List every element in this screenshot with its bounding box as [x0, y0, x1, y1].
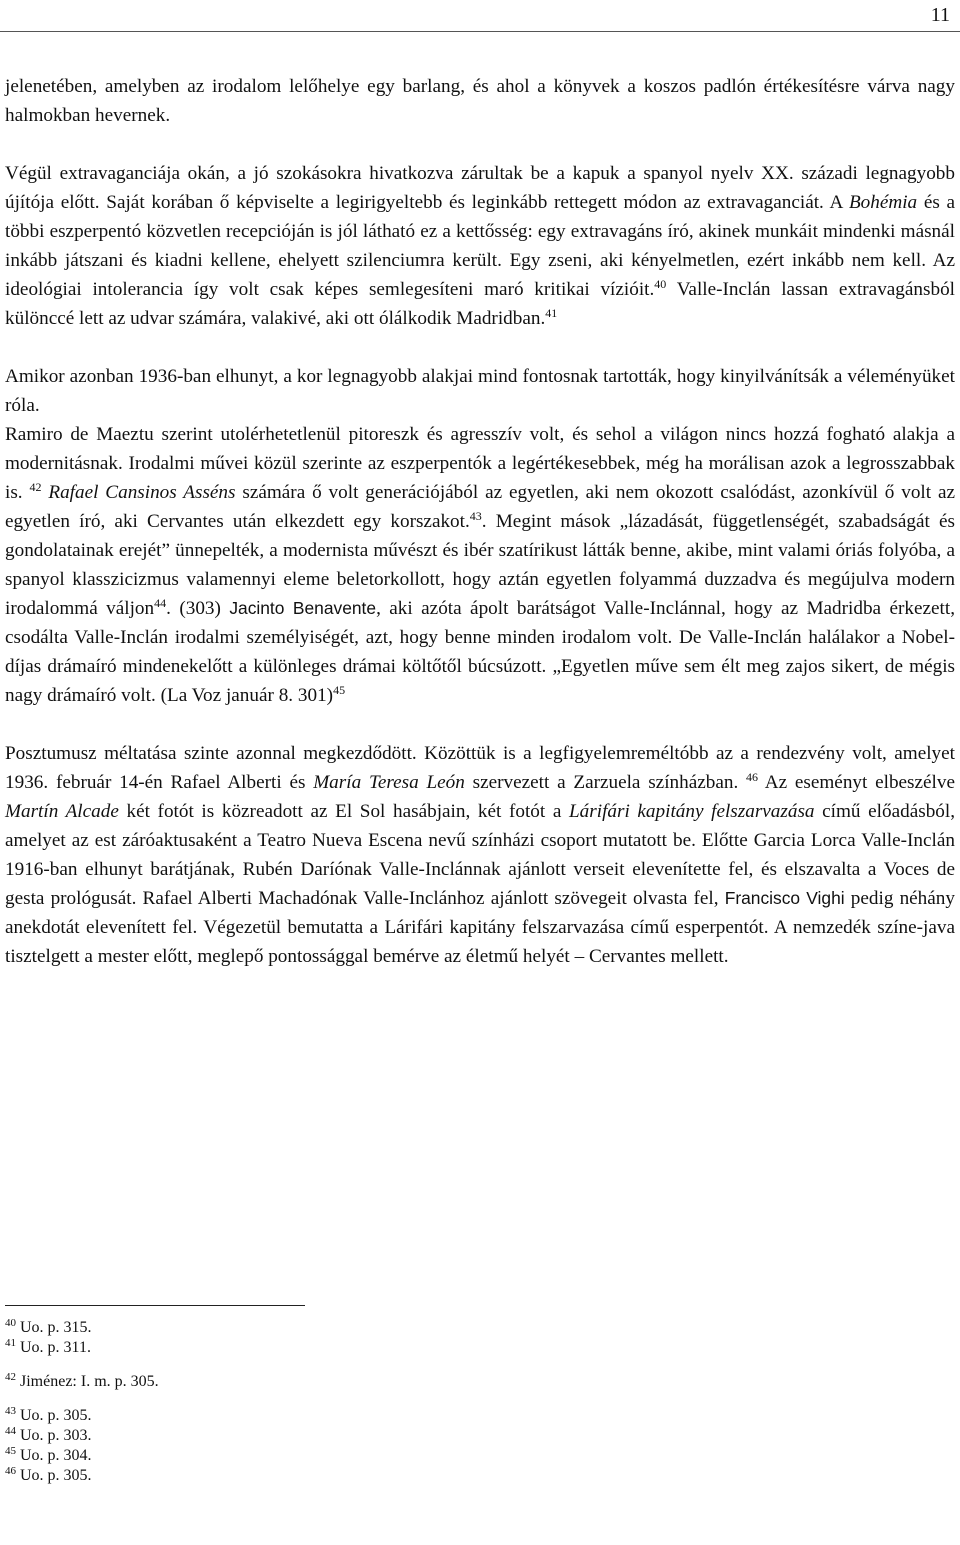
body-text — [5, 72, 955, 971]
footnote-42 — [5, 1372, 605, 1392]
footnote-number: 41 — [5, 1337, 16, 1349]
footnote-ref-44: 44 — [154, 596, 167, 610]
paragraph-2 — [5, 159, 955, 333]
paragraph-text: Amikor azonban 1936-ban elhunyt, a kor legnagyobb alakjai mind fontosnak tartották, hogy kinyilvánítsák a véleményüket róla. — [5, 366, 955, 416]
italic-name: Martín Alcade — [5, 801, 119, 822]
footnote-45 — [5, 1446, 605, 1466]
footnote-number: 42 — [5, 1371, 16, 1383]
paragraph-text: Posztumusz méltatása szinte azonnal megkezdődött. Közöttük is a legfigyelemreméltóbb az a rendezvény volt, amelyet 1936. február 14-én Rafael Alberti és — [5, 743, 955, 793]
paragraph-text: pedig néhány anekdotát elevenített fel. Végezetül bemutatta a Lárifári kapitány felszarvazása című esperpentót. A nemzedék színe-java tisztelgett a mester előtt, meglepő pontossággal bemérve az életmű helyét – Cervantes mellett. — [5, 888, 955, 967]
footnote-number: 40 — [5, 1317, 16, 1329]
footnote-text: Uo. p. 305. — [16, 1467, 92, 1484]
footnotes — [5, 1318, 605, 1486]
footnote-separator — [5, 1305, 305, 1306]
paragraph-1 — [5, 72, 955, 130]
paragraph-text: . Megint mások „lázadását, függetlenségét, szabadságát és gondolatainak erejét” ünnepelték, a modernista művészt és ibér szatírikust látták benne, akibe, mint valami óriás folyóba, a spanyol klasszicizmus valamennyi eleme beletorkollott, hogy aztán egyetlen folyammá duzzadva és megújulva modern irodalommá váljon — [5, 511, 955, 619]
footnote-ref-41: 41 — [545, 306, 558, 320]
paragraph-text: . (303) — [166, 598, 230, 619]
footnote-40 — [5, 1318, 605, 1338]
footnote-44 — [5, 1426, 605, 1446]
footnote-text: Uo. p. 303. — [16, 1427, 92, 1444]
paragraph-text: jelenetében, amelyben az irodalom lelőhelye egy barlang, és ahol a könyvek a koszos padlón értékesítésre várva nagy halmokban hevernek. — [5, 76, 955, 126]
header-rule — [0, 31, 960, 32]
paragraph-text: Valle-Inclán lassan extravagánsból különccé lett az udvar számára, valakivé, aki ott ólálkodik Madridban. — [5, 279, 955, 329]
person-name: Francisco Vighi — [724, 888, 845, 908]
person-name: Jacinto Benavente — [229, 598, 377, 618]
footnote-46 — [5, 1466, 605, 1486]
paragraph-text: , aki azóta ápolt barátságot Valle-Inclánnal, hogy az Madridba érkezett, csodálta Valle-Inclán irodalmi személyiségét, azt, hogy benne minden irodalom volt. De Valle-Inclán halálakor a Nobel-díjas drámaíró mindenekelőtt a különleges drámai költőtől búcsúzott. „Egyetlen műve sem élt meg zajos sikert, de mégis nagy drámaíró volt. (La Voz január 8. 301) — [5, 598, 955, 706]
paragraph-text: Végül extravaganciája okán, a jó szokásokra hivatkozva zárultak be a kapuk a spanyol nyelv XX. századi legnagyobb újítója előtt. Saját korában ő képviselte a legirigyeltebb és leginkább rettegett módon az extravaganciát. A — [5, 163, 955, 213]
footnote-text: Uo. p. 311. — [16, 1339, 91, 1356]
paragraph-text: Ramiro de Maeztu szerint utolérhetetlenül pitoreszk és agresszív volt, és sehol a világon nincs hozzá fogható alakja a modernitásnak. Irodalmi művei közül szerinte az eszperpentók a legértékesebbek, még ha morálisan azok a legrosszabbak is. — [5, 424, 955, 503]
footnote-number: 45 — [5, 1445, 16, 1457]
paragraph-text: szervezett a Zarzuela színházban. — [464, 772, 747, 793]
italic-name: Rafael Cansinos Asséns — [48, 482, 236, 503]
paragraph-text: Az eseményt elbeszélve — [758, 772, 956, 793]
italic-title: Bohémia — [848, 192, 918, 213]
paragraph-text: és a többi eszperpentó közvetlen recepcióján is jól látható ez a kettősség: egy extravagáns író, akinek munkáit mindenki másnál inkább játszani és kiadni kellene, ehelyett szilenciumra került. Egy zseni, aki kényelmetlen, ezért inkább nem kell. Az ideológiai intolerancia így volt csak képes semlegesíteni maró kritikai vízióit. — [5, 192, 956, 300]
paragraph-5 — [5, 739, 955, 971]
footnote-number: 46 — [5, 1465, 16, 1477]
footnote-41 — [5, 1338, 605, 1358]
footnote-ref-40: 40 — [654, 277, 667, 291]
footnote-text: Uo. p. 315. — [16, 1319, 92, 1336]
footnote-number: 43 — [5, 1405, 16, 1417]
footnote-43 — [5, 1406, 605, 1426]
footnote-text: Jiménez: I. m. p. 305. — [16, 1373, 159, 1390]
footnote-ref-42: 42 — [29, 480, 42, 494]
page-number: 11 — [930, 4, 950, 26]
paragraph-3 — [5, 362, 955, 420]
paragraph-text: számára ő volt generációjából az egyetlen, aki nem okozott csalódást, azonkívül ő volt az egyetlen író, aki Cervantes után elkezdett egy korszakot. — [5, 482, 955, 532]
footnote-text: Uo. p. 305. — [16, 1407, 92, 1424]
paragraph-text: két fotót is közreadott az El Sol hasábjain, két fotót a — [118, 801, 569, 822]
italic-title: Lárifári kapitány felszarvazása — [569, 801, 815, 822]
footnote-ref-46: 46 — [746, 770, 759, 784]
italic-name: María Teresa León — [313, 772, 465, 793]
footnote-text: Uo. p. 304. — [16, 1447, 92, 1464]
footnote-number: 44 — [5, 1425, 16, 1437]
footnote-ref-45: 45 — [333, 683, 346, 697]
paragraph-text: című előadásból, amelyet az est záróaktusaként a Teatro Nueva Escena nevű színházi csoport mutatott be. Előtte Garcia Lorca Valle-Inclán 1916-ban elhunyt barátjának, Rubén Daríónak Valle-Inclánnak ajánlott verseit elevenítette fel, és elszavalta a Voces de gesta prológusát. Rafael Alberti Machadónak Valle-Inclánhoz ajánlott szövegeit olvasta fel, — [5, 801, 956, 909]
paragraph-4 — [5, 420, 955, 710]
footnote-ref-43: 43 — [469, 509, 482, 523]
